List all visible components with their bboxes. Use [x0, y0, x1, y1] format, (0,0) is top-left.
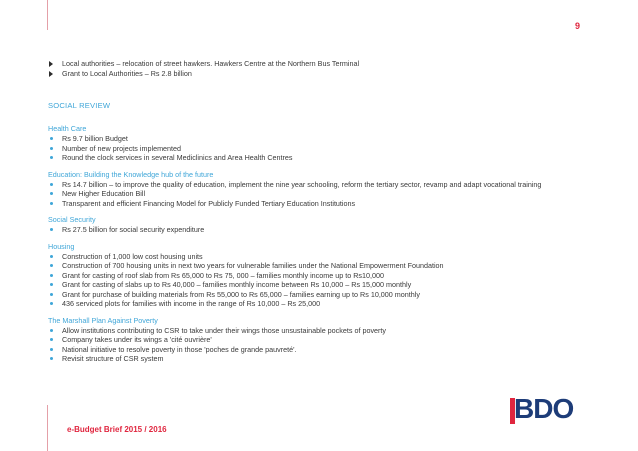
bullet-icon — [50, 357, 53, 360]
list-item — [48, 290, 608, 300]
header-divider — [47, 0, 48, 30]
list-item — [48, 153, 608, 163]
list-item-text: Transparent and efficient Financing Model for Publicly Funded Tertiary Education Institutions — [62, 198, 356, 208]
list-item-text: Rs 27.5 billion for social security expenditure — [62, 225, 205, 234]
list-item — [48, 345, 608, 355]
list-item-text: National initiative to resolve poverty in those 'poches de grande pauvreté'. — [62, 344, 297, 354]
group-title: The Marshall Plan Against Poverty — [48, 315, 158, 325]
list-item-text: Grant for purchase of building materials from Rs 55,000 to Rs 65,000 – families earning up to Rs 10,000 monthly — [62, 289, 420, 299]
list-item — [48, 59, 608, 69]
bullet-icon — [50, 283, 53, 286]
bullet-icon — [50, 293, 53, 296]
bullet-icon — [50, 192, 53, 195]
bullet-icon — [50, 274, 53, 277]
list-item-text: Rs 9.7 billion Budget — [62, 134, 128, 143]
bullet-list — [48, 180, 608, 209]
bullet-icon — [50, 137, 53, 140]
bullet-icon — [50, 338, 53, 341]
list-item-text: Company takes under its wings a 'cité ouvrière' — [62, 335, 212, 344]
list-item-text: Construction of 1,000 low cost housing units — [62, 251, 203, 261]
footer-title: e-Budget Brief 2015 / 2016 — [67, 425, 167, 434]
list-item — [48, 271, 608, 281]
list-item — [48, 69, 608, 79]
arrow-bullet-icon — [49, 61, 53, 67]
bullet-icon — [50, 228, 53, 231]
list-item — [48, 225, 608, 235]
bullet-icon — [50, 348, 53, 351]
list-item-text: Construction of 700 housing units in next two years for vulnerable families under the National Empowerment Foundation — [62, 261, 444, 270]
group-title: Housing — [48, 241, 75, 251]
bullet-icon — [50, 183, 53, 186]
list-item — [48, 280, 608, 290]
list-item — [48, 354, 608, 364]
list-item-text: 436 serviced plots for families with income in the range of Rs 10,000 – Rs 25,000 — [62, 299, 321, 308]
list-item-text: Grant for casting of slabs up to Rs 40,000 – families monthly income between Rs 10,000 – Rs 15,000 monthly — [62, 280, 412, 289]
bullet-icon — [50, 202, 53, 205]
logo-text: BDO — [514, 393, 574, 424]
bullet-icon — [50, 147, 53, 150]
list-item-text: Revisit structure of CSR system — [62, 354, 164, 363]
page-content — [48, 59, 608, 371]
list-item-text: Rs 14.7 billion – to improve the quality of education, implement the nine year schooling, reform the tertiary sector, revamp and adapt vocational training — [62, 179, 542, 189]
group-health-care — [48, 124, 608, 163]
bullet-list — [48, 252, 608, 309]
bullet-list — [48, 134, 608, 163]
list-item — [48, 189, 608, 199]
bullet-icon — [50, 264, 53, 267]
group-education — [48, 170, 608, 209]
group-title: Social Security — [48, 215, 96, 224]
list-item-text: New Higher Education Bill — [62, 189, 146, 198]
list-item — [48, 134, 608, 144]
list-item — [48, 144, 608, 154]
list-item-text: Grant for casting of roof slab from Rs 65,000 to Rs 75, 000 – families monthly income up to Rs10,000 — [62, 270, 385, 280]
bullet-icon — [50, 329, 53, 332]
list-item — [48, 326, 608, 336]
group-title: Education: Building the Knowledge hub of the future — [48, 169, 214, 179]
bullet-icon — [50, 302, 53, 305]
group-housing — [48, 242, 608, 309]
bullet-list — [48, 326, 608, 364]
list-item-text: Number of new projects implemented — [62, 143, 182, 153]
list-item-text: Local authorities – relocation of street hawkers. Hawkers Centre at the Northern Bus Terminal — [62, 59, 360, 68]
list-item-text: Round the clock services in several Mediclinics and Area Health Centres — [62, 153, 293, 162]
arrow-bullet-icon — [49, 71, 53, 77]
section-title: SOCIAL REVIEW — [48, 101, 111, 110]
bullet-icon — [50, 255, 53, 258]
group-social-security — [48, 215, 608, 235]
bullet-list — [48, 225, 608, 235]
list-item — [48, 261, 608, 271]
footer-divider — [47, 405, 48, 451]
list-item — [48, 199, 608, 209]
intro-list — [48, 59, 608, 79]
group-title: Health Care — [48, 124, 87, 133]
list-item — [48, 299, 608, 309]
list-item-text: Grant to Local Authorities – Rs 2.8 billion — [62, 69, 192, 78]
group-marshall-plan — [48, 316, 608, 364]
list-item-text: Allow institutions contributing to CSR to take under their wings those unsustainable pockets of poverty — [62, 325, 387, 335]
page-number: 9 — [575, 21, 581, 31]
list-item — [48, 180, 608, 190]
bdo-logo — [510, 393, 590, 426]
list-item — [48, 335, 608, 345]
list-item — [48, 252, 608, 262]
bullet-icon — [50, 156, 53, 159]
